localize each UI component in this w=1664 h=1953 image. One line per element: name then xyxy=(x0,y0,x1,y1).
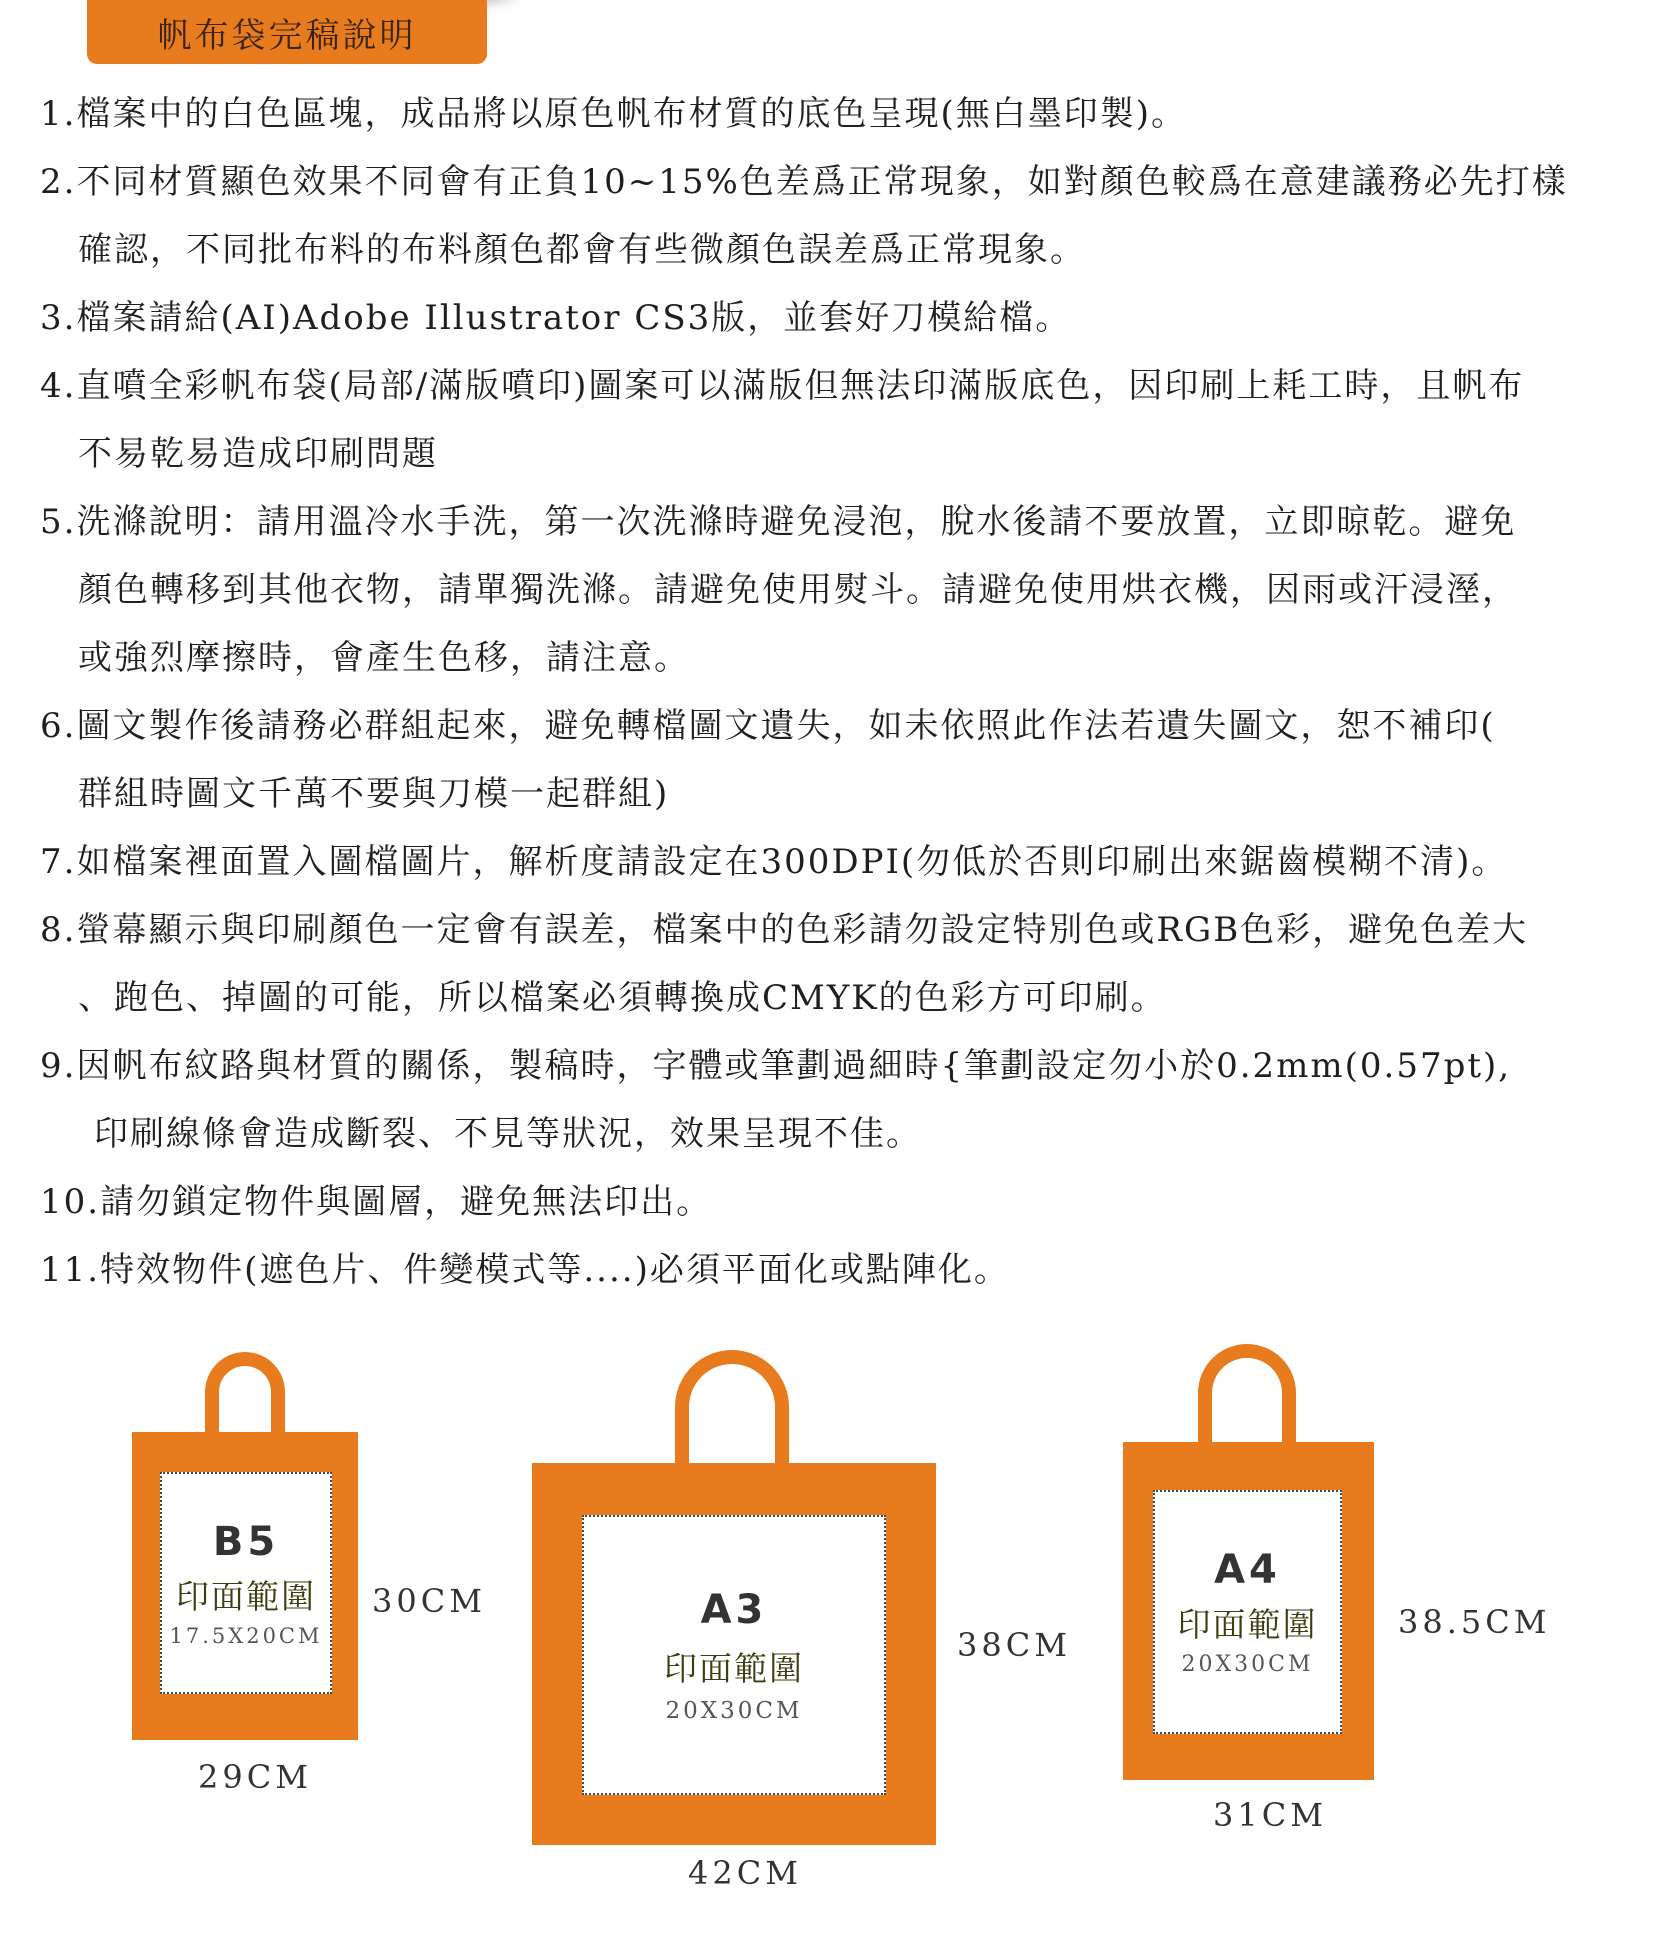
bag-a4-body xyxy=(1123,1442,1374,1780)
bag-a3-handle xyxy=(675,1350,789,1466)
note-line: 或強烈摩擦時，會產生色移，請注意。 xyxy=(78,638,690,678)
bag-b5-code: B5 xyxy=(212,1518,280,1565)
note-line: 顏色轉移到其他衣物，請單獨洗滌。請避免使用熨斗。請避免使用烘衣機，因雨或汗浸溼， xyxy=(78,570,1518,610)
note-line: 4.直噴全彩帆布袋(局部/滿版噴印)圖案可以滿版但無法印滿版底色，因印刷上耗工時，且帆布 xyxy=(40,366,1525,406)
bag-a4-code: A4 xyxy=(1214,1547,1281,1593)
bag-b5-width: 29CM xyxy=(198,1758,312,1796)
bag-b5-handle xyxy=(205,1352,285,1434)
note-line: 1.檔案中的白色區塊，成品將以原色帆布材質的底色呈現(無白墨印製)。 xyxy=(40,94,1187,134)
bag-b5-print-area xyxy=(160,1472,332,1694)
bag-a3-area-label: 印面範圍 xyxy=(664,1648,804,1688)
bag-b5-area-label: 印面範圍 xyxy=(176,1576,316,1616)
bag-a3-width: 42CM xyxy=(688,1854,802,1892)
note-line: 5.洗滌說明：請用溫冷水手洗，第一次洗滌時避免浸泡，脫水後請不要放置，立即晾乾。避免 xyxy=(40,502,1517,542)
notes-list xyxy=(40,80,1640,1304)
note-line: 11.特效物件(遮色片、件變模式等....)必須平面化或點陣化。 xyxy=(40,1250,1010,1290)
note-line: 不易乾易造成印刷問題 xyxy=(78,434,438,474)
title-tab xyxy=(87,0,487,64)
note-line: 9.因帆布紋路與材質的關係，製稿時，字體或筆劃過細時{筆劃設定勿小於0.2mm(0.57pt), xyxy=(40,1046,1512,1086)
bag-a4-width: 31CM xyxy=(1213,1796,1327,1834)
bag-a4-area-size: 20X30CM xyxy=(1181,1652,1314,1677)
bag-a3-body xyxy=(532,1463,936,1845)
bag-a3-area-size: 20X30CM xyxy=(665,1697,803,1724)
bag-b5-body xyxy=(132,1432,358,1740)
note-line: 2.不同材質顯色效果不同會有正負10~15%色差爲正常現象，如對顏色較爲在意建議務必先打樣 xyxy=(40,162,1568,202)
bag-b5-area-size: 17.5X20CM xyxy=(169,1623,323,1648)
note-line: 、跑色、掉圖的可能，所以檔案必須轉換成CMYK的色彩方可印刷。 xyxy=(78,978,1167,1018)
note-line: 確認，不同批布料的布料顏色都會有些微顏色誤差爲正常現象。 xyxy=(78,230,1086,270)
note-line: 3.檔案請給(AI)Adobe Illustrator CS3版，並套好刀模給檔。 xyxy=(40,298,1072,338)
bag-a3-height: 38CM xyxy=(957,1626,1071,1664)
bag-a3-code: A3 xyxy=(700,1586,768,1633)
note-line: 8.螢幕顯示與印刷顏色一定會有誤差，檔案中的色彩請勿設定特別色或RGB色彩，避免色差大 xyxy=(40,910,1529,950)
bag-a4-height: 38.5CM xyxy=(1398,1603,1551,1641)
note-line: 印刷線條會造成斷裂、不見等狀況，效果呈現不佳。 xyxy=(94,1114,922,1154)
bag-b5-height: 30CM xyxy=(372,1582,486,1620)
bag-a3-print-area xyxy=(582,1515,886,1795)
note-line: 6.圖文製作後請務必群組起來，避免轉檔圖文遺失，如未依照此作法若遺失圖文，恕不補印( xyxy=(40,706,1496,746)
page-title: 帆布袋完稿說明 xyxy=(157,15,417,56)
bag-a4-area-label: 印面範圍 xyxy=(1177,1605,1318,1644)
note-line: 群組時圖文千萬不要與刀模一起群組) xyxy=(78,774,670,814)
note-line: 7.如檔案裡面置入圖檔圖片，解析度請設定在300DPI(勿低於否則印刷出來鋸齒模糊不清)。 xyxy=(40,842,1508,882)
bag-a4-handle xyxy=(1198,1344,1296,1446)
bag-a4-print-area xyxy=(1153,1490,1342,1734)
note-line: 10.請勿鎖定物件與圖層，避免無法印出。 xyxy=(40,1182,713,1222)
